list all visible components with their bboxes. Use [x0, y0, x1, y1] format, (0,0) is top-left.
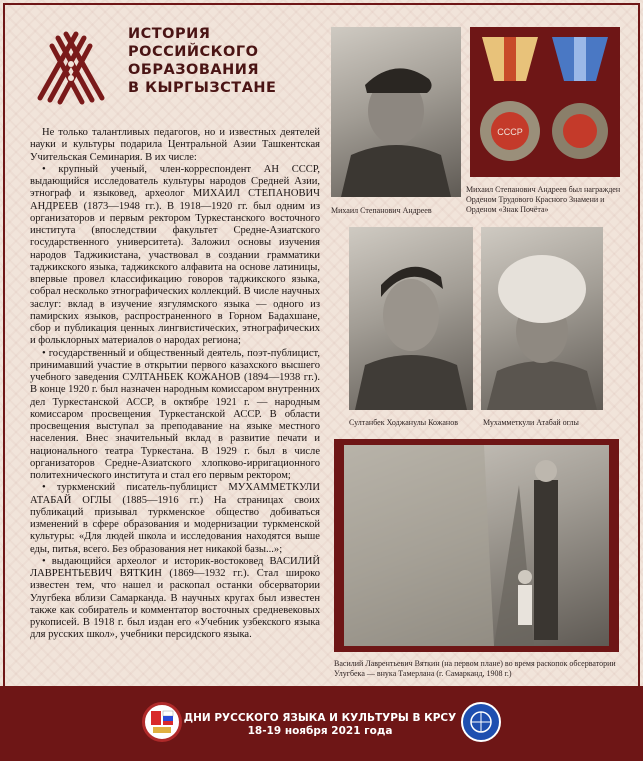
orders-caption: Михаил Степанович Андреев был награжден Орденом Трудового Красного Знамени и Орденом «Знак Почёта»: [466, 185, 621, 214]
footer-event-title: ДНИ РУССКОГО ЯЗЫКА И КУЛЬТУРЫ В КРСУ: [183, 712, 457, 724]
title-line-1: ИСТОРИЯ: [128, 26, 211, 42]
atabay-figure: [481, 227, 603, 410]
poster-title: [128, 25, 318, 97]
globe-emblem-icon: [463, 704, 499, 740]
orders-drawing: [470, 27, 620, 177]
vyatkin-excavation-photo: [334, 439, 619, 652]
article-vyatkin: • выдающийся археолог и историк-востоковед ВАСИЛИЙ ЛАВРЕНТЬЕВИЧ ВЯТКИН (1869—1932 гг.). Стал широко известен тем, что нашел и раскопал останки обсерватории Улугбека вблизи Самарканда. В научных кругах был известен также как собиратель и комментатор восточных средневековых рукописей. В 1918 г. был издан его «Учебник узбекского языка для русских школ», учебники персидского языка.: [30, 555, 320, 641]
andreev-portrait: [331, 27, 461, 197]
article-andreev: • крупный ученый, член-корреспондент АН СССР, выдающийся исследователь культуры народов Средней Азии, этнограф и языковед, археолог МИХАИЛ СТЕПАНОВИЧ АНДРЕЕВ (1873—1948 гг.). В 1918—1920 гг. был одним из организаторов и первым ректором Туркестанского восточного института (впоследствии факультет Средне-Азиатского государственного университета). Заложил основы изучения народов Таджикистана, участвовал в создании грамматики таджикского языка, таджикского алфавита на основе латиницы, впервые провел классификацию говоров таджикского языка, собрал несколько этнографических коллекций. В числе научных заслуг: вклад в изучение язгулямского языка — одного из памирских языков, распространенного в Горном Бадахшане, сбор и публикация ценных лингвистических, этнографических и фольклорных материалов о народах региона;: [30, 163, 320, 347]
footer-event-date: 18-19 ноября 2021 года: [247, 725, 393, 737]
medal-text: СССР: [497, 127, 523, 137]
article-atabay: • туркменский писатель-публицист МУХАММЕТКУЛИ АТАБАЙ ОГЛЫ (1885—1916 гг.) На страницах своих публикаций призывал туркменское общество добиваться изменений в сфере образования и модернизации туркменской культуры: «Для людей школа и исследования находятся выше еды, питья, всего. Без образования нет никакой базы...»;: [30, 482, 320, 555]
article-text: [30, 127, 320, 642]
crossed-lines-logo: [30, 26, 112, 108]
footer-text: [170, 712, 470, 738]
kozhanov-portrait: [349, 227, 473, 410]
title-line-3: ОБРАЗОВАНИЯ: [128, 62, 260, 78]
article-intro: Не только талантливых педагогов, но и известных деятелей науки и культуры подарила Центральной Азии Ташкентская Учительская Семинария. В их числе:: [30, 127, 320, 163]
article-kozhanov: • государственный и общественный деятель, поэт-публицист, принимавший участие в открытии первого казахского высшего учебного заведения СУЛТАНБЕК КОЖАНОВ (1894—1938 гг.). В конце 1920 г. был назначен народным комиссаром внутренних дел Туркестанской АССР, в октябре 1921 г. — народным комиссаром просвещения Туркестанской АССР. В области просвещения выступал за преподавание на языке местного населения. Внес значительный вклад в развитие печати и национального театра Туркестана. В 1929 г. был в числе организаторов Средне-Азиатского хлопково-ирригационного политехнического института и стал его первым ректором;: [30, 347, 320, 481]
title-line-2: РОССИЙСКОГО: [128, 44, 259, 60]
excavation-drawing: [344, 445, 609, 646]
excavation-image: [344, 445, 609, 646]
andreev-caption: Михаил Степанович Андреев: [331, 206, 432, 215]
university-emblem-right: [461, 702, 501, 742]
title-line-4: В КЫРГЫЗСТАНЕ: [128, 80, 277, 96]
orders-panel: [470, 27, 620, 177]
kozhanov-caption: Султанбек Ходжанулы Кожанов: [349, 418, 458, 427]
vyatkin-caption: Василий Лаврентьевич Вяткин (на первом плане) во время раскопок обсерватории Улугбека — внука Тамерлана (г. Самарканд, 1908 г.): [334, 659, 616, 678]
atabay-portrait: [481, 227, 603, 410]
atabay-caption: Мухамметкули Атабай оглы: [483, 418, 579, 427]
kozhanov-figure: [349, 227, 473, 410]
andreev-figure: [331, 27, 461, 197]
